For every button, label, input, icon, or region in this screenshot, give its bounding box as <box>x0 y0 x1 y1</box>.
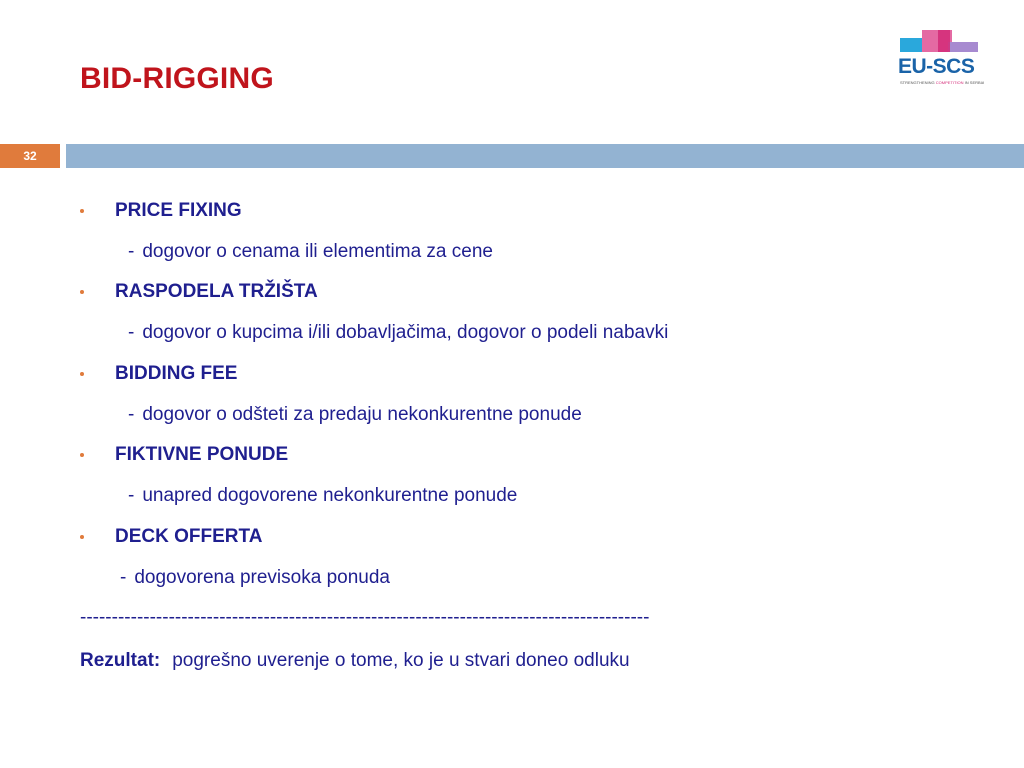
result-label: Rezultat: <box>80 650 161 671</box>
result-text: pogrešno uverenje o tome, ko je u stvari doneo odluku <box>172 650 630 671</box>
logo-subtitle: STRENGTHENING COMPETITION IN SERBIA <box>900 80 984 85</box>
list-subitem: - dogovor o kupcima i/ili dobavljačima, dogovor o podeli nabavki <box>128 322 669 343</box>
bullet-icon <box>80 453 84 457</box>
subitem-text: dogovor o kupcima i/ili dobavljačima, dogovor o podeli nabavki <box>142 322 669 343</box>
list-subitem: - dogovor o odšteti za predaju nekonkurentne ponude <box>128 404 582 425</box>
subitem-text: dogovor o cenama ili elementima za cene <box>142 241 493 262</box>
list-subitem: - dogovor o cenama ili elementima za cene <box>128 241 493 262</box>
header-band <box>66 144 1024 168</box>
bullet-heading: RASPODELA TRŽIŠTA <box>115 281 318 302</box>
bullet-heading: DECK OFFERTA <box>115 526 263 547</box>
dashed-divider: ------------------------------------------------------------------------------------------ <box>80 607 650 628</box>
bullet-heading: PRICE FIXING <box>115 200 242 221</box>
bullet-icon <box>80 535 84 539</box>
list-subitem: - unapred dogovorene nekonkurentne ponude <box>128 485 518 506</box>
subitem-text: dogovor o odšteti za predaju nekonkurentne ponude <box>142 404 582 425</box>
list-subitem: - dogovorena previsoka ponuda <box>120 567 390 588</box>
bullet-icon <box>80 372 84 376</box>
bullet-icon <box>80 209 84 213</box>
eu-scs-logo <box>898 28 984 88</box>
bullet-heading: BIDDING FEE <box>115 363 238 384</box>
logo-squares-icon <box>898 28 984 56</box>
bullet-icon <box>80 290 84 294</box>
subitem-text: unapred dogovorene nekonkurentne ponude <box>142 485 518 506</box>
slide-title: BID-RIGGING <box>80 62 274 95</box>
logo-text: EU-SCS <box>898 55 975 78</box>
bullet-heading: FIKTIVNE PONUDE <box>115 444 289 465</box>
result-line <box>80 650 630 672</box>
slide-number: 32 <box>0 144 60 168</box>
subitem-text: dogovorena previsoka ponuda <box>134 567 390 588</box>
